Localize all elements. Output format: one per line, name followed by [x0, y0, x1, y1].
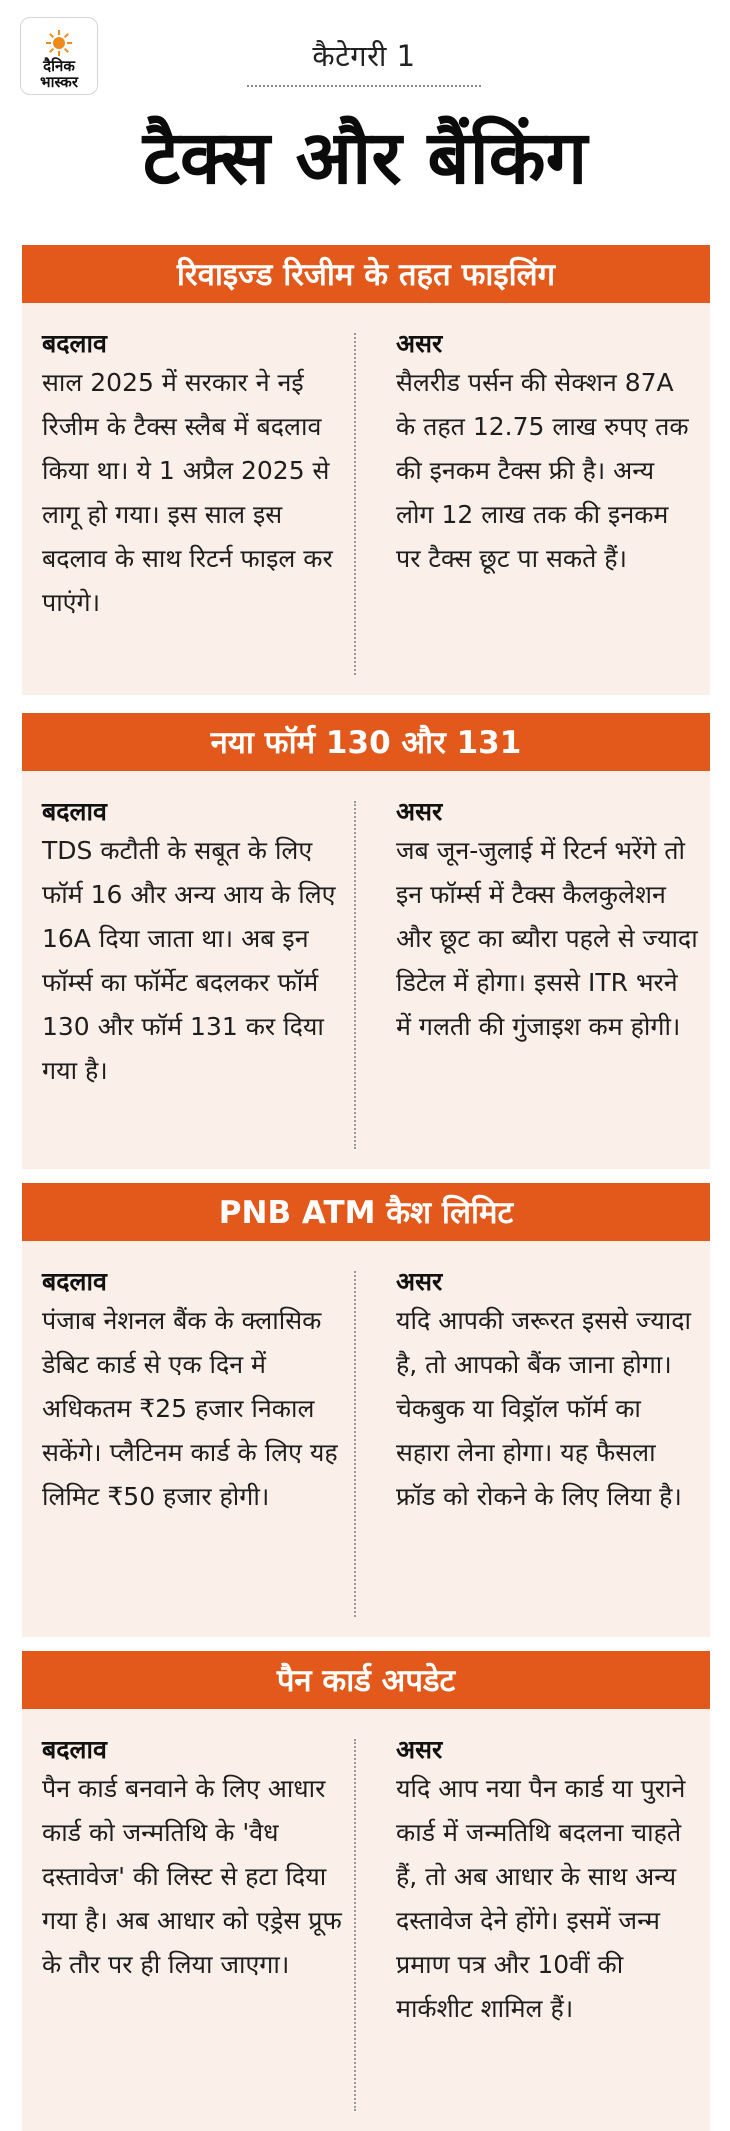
section-heading: पैन कार्ड अपडेट: [22, 1651, 710, 1709]
change-column: [22, 1241, 366, 1637]
impact-heading: असर: [396, 1735, 443, 1764]
column-divider: [354, 1271, 356, 1617]
section-heading: रिवाइज्ड रिजीम के तहत फाइलिंग: [22, 245, 710, 303]
section-revised-regime: [22, 245, 710, 695]
column-divider: [354, 333, 356, 675]
change-column: [22, 771, 366, 1169]
category-label: कैटेगरी 1: [312, 39, 416, 73]
impact-text: जब जून-जुलाई में रिटर्न भरेंगे तो इन फॉर्म्स में टैक्स कैलकुलेशन और छूट का ब्यौरा पहले से ज्यादा डिटेल में होगा। इससे ITR भरने में गलती की गुंजाइश कम होगी।: [396, 836, 698, 1041]
column-divider: [354, 1739, 356, 2111]
impact-heading: असर: [396, 329, 443, 358]
section-heading: नया फॉर्म 130 और 131: [22, 713, 710, 771]
section-body: [22, 771, 710, 1169]
logo-wordmark: दैनिक भास्कर: [40, 57, 78, 91]
change-column: [22, 1709, 366, 2131]
page-title: टैक्स और बैंकिंग: [142, 115, 588, 201]
change-heading: बदलाव: [42, 1735, 107, 1764]
change-heading: बदलाव: [42, 329, 107, 358]
impact-text: यदि आपकी जरूरत इससे ज्यादा है, तो आपको बैंक जाना होगा। चेकबुक या विड्रॉल फॉर्म का सहारा लेना होगा। यह फैसला फ्रॉड को रोकने के लिए लिया है।: [396, 1306, 692, 1511]
section-body: [22, 1241, 710, 1637]
change-column: [22, 303, 366, 695]
impact-column: [366, 1241, 710, 1637]
change-text: साल 2025 में सरकार ने नई रिजीम के टैक्स स्लैब में बदलाव किया था। ये 1 अप्रैल 2025 से लागू हो गया। इस साल इस बदलाव के साथ रिटर्न फाइल कर पाएंगे।: [42, 368, 333, 617]
impact-column: [366, 771, 710, 1169]
section-pnb-atm-limit: [22, 1183, 710, 1637]
change-heading: बदलाव: [42, 1267, 107, 1296]
impact-column: [366, 1709, 710, 2131]
impact-text: सैलरीड पर्सन की सेक्शन 87A के तहत 12.75 लाख रुपए तक की इनकम टैक्स फ्री है। अन्य लोग 12 लाख तक की इनकम पर टैक्स छूट पा सकते हैं।: [396, 368, 689, 573]
change-text: TDS कटौती के सबूत के लिए फॉर्म 16 और अन्य आय के लिए 16A दिया जाता था। अब इन फॉर्म्स का फॉर्मेट बदलकर फॉर्म 130 और फॉर्म 131 कर दिया गया है।: [42, 836, 336, 1085]
change-text: पैन कार्ड बनवाने के लिए आधार कार्ड को जन्मतिथि के 'वैध दस्तावेज' की लिस्ट से हटा दिया गया है। अब आधार को एड्रेस प्रूफ के तौर पर ही लिया जाएगा।: [42, 1774, 342, 1979]
impact-heading: असर: [396, 797, 443, 826]
section-new-forms: [22, 713, 710, 1169]
section-body: [22, 303, 710, 695]
change-heading: बदलाव: [42, 797, 107, 826]
column-divider: [354, 801, 356, 1149]
impact-column: [366, 303, 710, 695]
section-heading: PNB ATM कैश लिमिट: [22, 1183, 710, 1241]
impact-heading: असर: [396, 1267, 443, 1296]
section-body: [22, 1709, 710, 2131]
impact-text: यदि आप नया पैन कार्ड या पुराने कार्ड में जन्मतिथि बदलना चाहते हैं, तो अब आधार के साथ अन्य दस्तावेज देने होंगे। इसमें जन्म प्रमाण पत्र और 10वीं की मार्कशीट शामिल हैं।: [396, 1774, 686, 2023]
sun-icon: [46, 30, 72, 56]
section-pan-card-update: [22, 1651, 710, 2131]
category-underline: [247, 85, 481, 87]
brand-logo: [20, 17, 98, 95]
change-text: पंजाब नेशनल बैंक के क्लासिक डेबिट कार्ड से एक दिन में अधिकतम ₹25 हजार निकाल सकेंगे। प्लैटिनम कार्ड के लिए यह लिमिट ₹50 हजार होगी।: [42, 1306, 338, 1511]
